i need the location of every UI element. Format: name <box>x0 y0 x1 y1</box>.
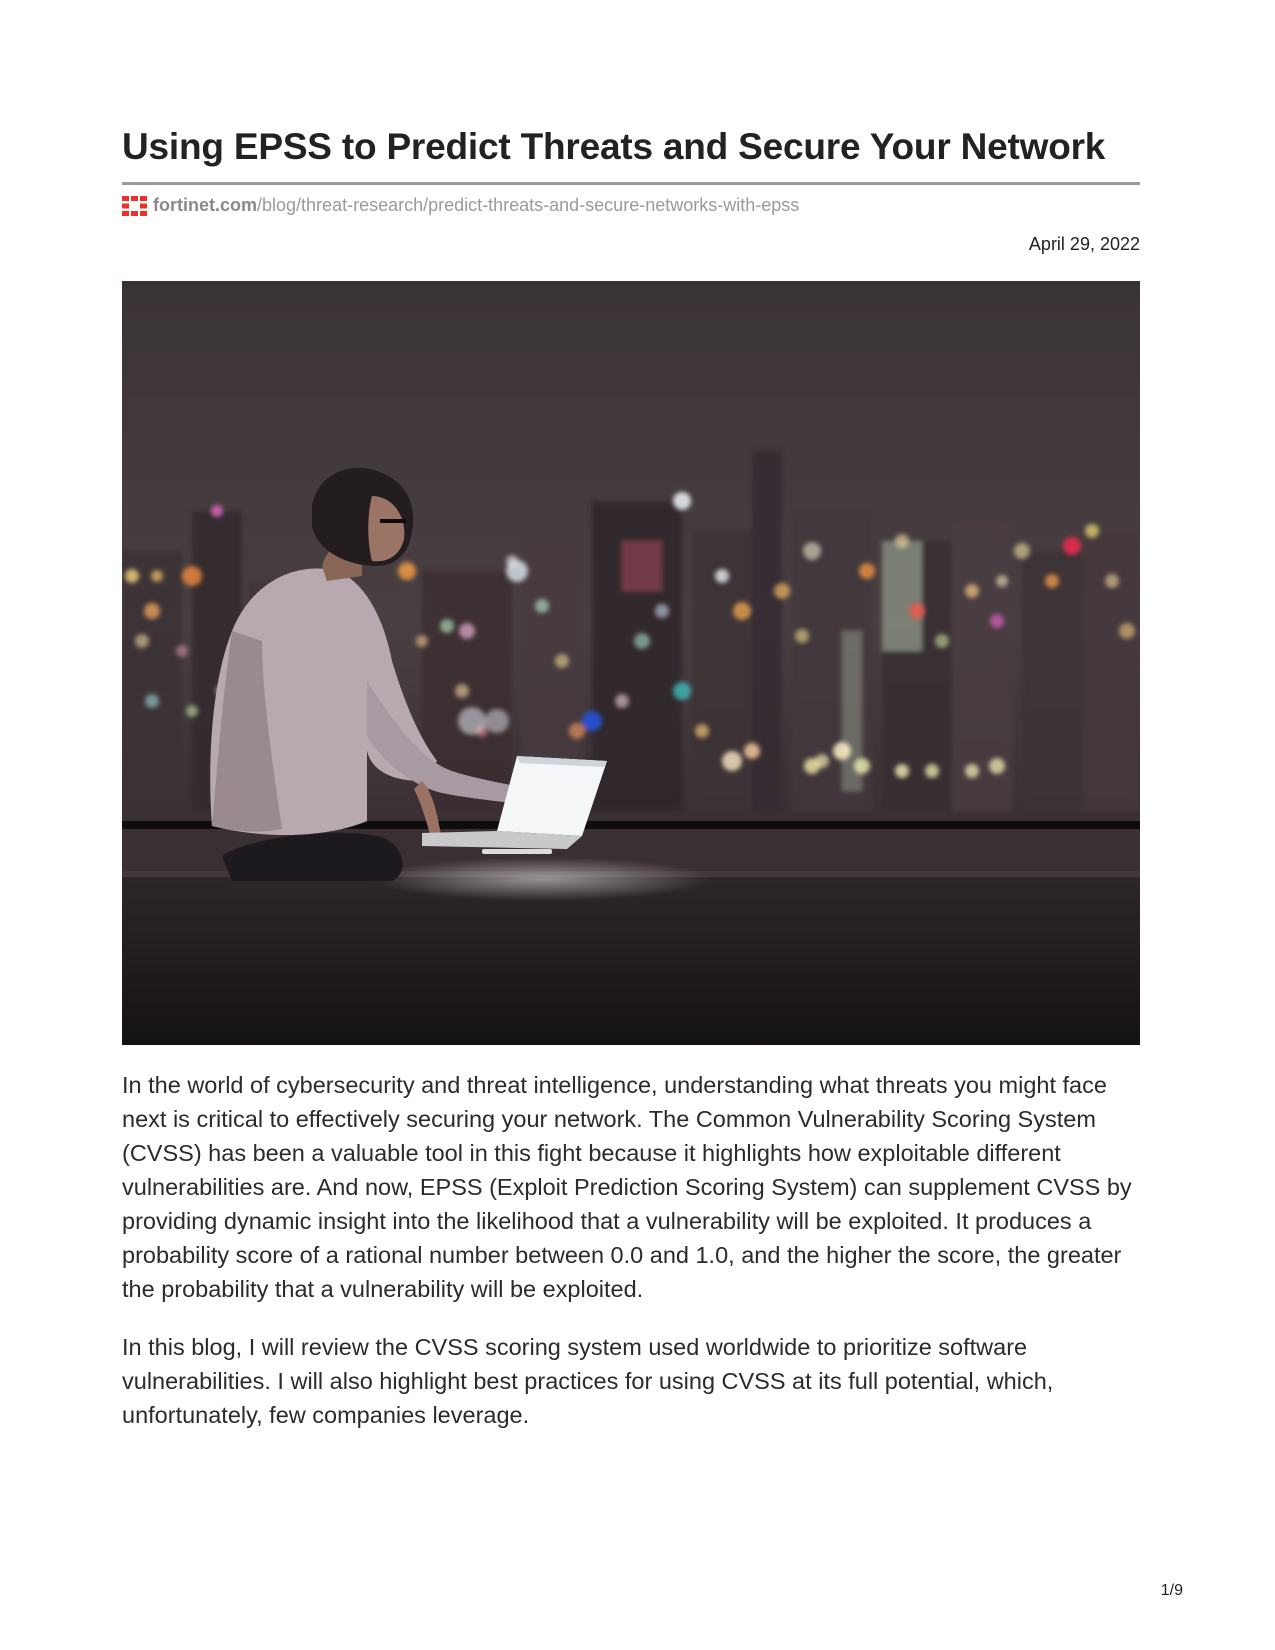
publish-date: April 29, 2022 <box>1028 234 1140 254</box>
fortinet-logo-icon <box>122 196 147 216</box>
article-body <box>122 1068 1140 1456</box>
article-paragraph-1: In the world of cybersecurity and threat intelligence, understanding what threats you might face next is critical to effectively securing your network. The Common Vulnerability Scoring System (CVSS) has been a valuable tool in this fight because it highlights how exploitable different vulnerabilities are. And now, EPSS (Exploit Prediction Scoring System) can supplement CVSS by providing dynamic insight into the likelihood that a vulnerability will be exploited. It produces a probability score of a rational number between 0.0 and 1.0, and the higher the score, the greater the probability that a vulnerability will be exploited. <box>122 1072 1132 1302</box>
title-divider <box>122 182 1140 185</box>
source-link[interactable] <box>122 195 799 216</box>
hero-image <box>122 281 1140 1045</box>
article-title: Using EPSS to Predict Threats and Secure Your Network <box>122 126 1106 167</box>
night-city-laptop-photo <box>122 281 1140 1045</box>
source-path: /blog/threat-research/predict-threats-and-secure-networks-with-epss <box>257 195 800 215</box>
page-number: 1/9 <box>1160 1582 1183 1599</box>
article-paragraph-2: In this blog, I will review the CVSS scoring system used worldwide to prioritize software vulnerabilities. I will also highlight best practices for using CVSS at its full potential, which, unfortunately, few companies leverage. <box>122 1334 1054 1428</box>
source-domain: fortinet.com <box>153 195 258 215</box>
